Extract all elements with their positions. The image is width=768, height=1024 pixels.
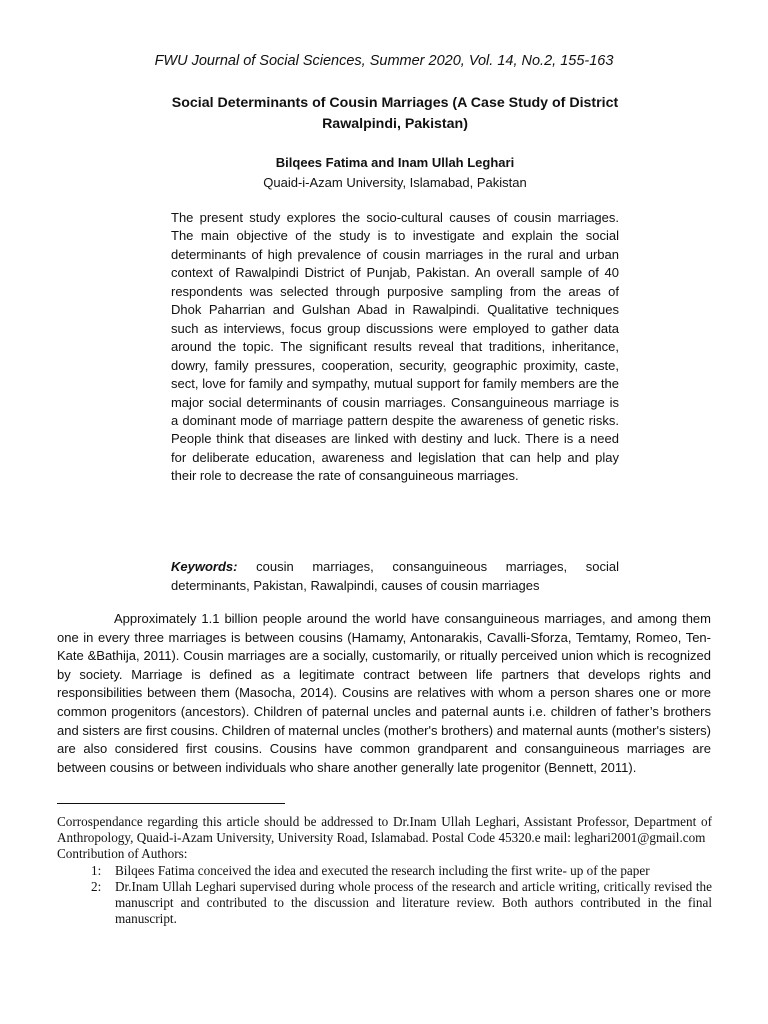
list-item-number: 2: bbox=[91, 878, 102, 894]
author-affiliation: Quaid-i-Azam University, Islamabad, Pakistan bbox=[263, 175, 527, 190]
correspondence-note: Corrospendance regarding this article should be addressed to Dr.Inam Ullah Leghari, Assistant Professor, Department of Anthropology, Quaid-i-Azam University, University Road, Islamabad. Postal Code 45320.e mail: leghari2001@gmail.com bbox=[57, 814, 712, 846]
list-item-text: Bilqees Fatima conceived the idea and executed the research including the first write- up of the paper bbox=[115, 862, 650, 878]
author-names: Bilqees Fatima and Inam Ullah Leghari bbox=[275, 155, 515, 170]
footnote-divider bbox=[57, 803, 285, 804]
list-item-text: Dr.Inam Ullah Leghari supervised during whole process of the research and article writing, critically revised the manuscript and contributed to the discussion and literature review. Both authors contributed in the final manuscript. bbox=[115, 878, 712, 927]
footnote bbox=[57, 814, 712, 927]
keywords bbox=[171, 557, 619, 595]
list-item bbox=[57, 863, 712, 879]
intro-paragraph: Approximately 1.1 billion people around the world have consanguineous marriages, and among them one in every three marriages is between cousins (Hamamy, Antonarakis, Cavalli-Sforza, Temtamy, Romeo, Ten-Kate &Bathija, 2011). Cousin marriages are a socially, customarily, or ritually perceived union which is recognized by society. Marriage is defined as a legitimate contract between life partners that develops rights and responsibilities between them (Masocha, 2014). Cousins are relatives with whom a person shares one or more common progenitors (ancestors). Children of paternal uncles and paternal aunts i.e. children of father’s brothers and sisters are first cousins. Children of maternal uncles (mother's brothers) and maternal aunts (mother's sisters) are also considered first cousins. Cousins have common grandparent and consanguineous marriages are between cousins or between individuals who share another generally late progenitor (Bennett, 2011). bbox=[57, 611, 711, 775]
list-item bbox=[57, 879, 712, 928]
keywords-label: Keywords: bbox=[171, 559, 238, 574]
paper-title: Social Determinants of Cousin Marriages (A Case Study of District Rawalpindi, Pakistan) bbox=[171, 95, 619, 132]
list-item-number: 1: bbox=[91, 862, 102, 878]
keywords-text: cousin marriages, consanguineous marriages, social determinants, Pakistan, Rawalpindi, causes of cousin marriages bbox=[171, 559, 619, 593]
journal-citation: FWU Journal of Social Sciences, Summer 2020, Vol. 14, No.2, 155-163 bbox=[154, 53, 614, 69]
contribution-list bbox=[57, 863, 712, 928]
contribution-heading: Contribution of Authors: bbox=[57, 846, 188, 862]
abstract: The present study explores the socio-cultural causes of cousin marriages. The main objective of the study is to investigate and explain the social determinants of high prevalence of cousin marriages in the rural and urban context of Rawalpindi District of Punjab, Pakistan. An overall sample of 40 respondents was selected through purposive sampling from the areas of Dhok Paharrian and Gulshan Abad in Rawalpindi. Qualitative techniques such as interviews, focus group discussions were employed to gather data around the topic. The significant results reveal that traditions, inheritance, dowry, family pressures, cooperation, security, geographic proximity, caste, sect, love for family and sympathy, mutual support for family members are the major social determinants of cousin marriages. Consanguineous marriage is a dominant mode of marriage pattern despite the awareness of genetic risks. People think that diseases are linked with destiny and luck. There is a need for deliberate education, awareness and legislation that can help and play their role to decrease the rate of consanguineous marriages. bbox=[171, 210, 619, 484]
